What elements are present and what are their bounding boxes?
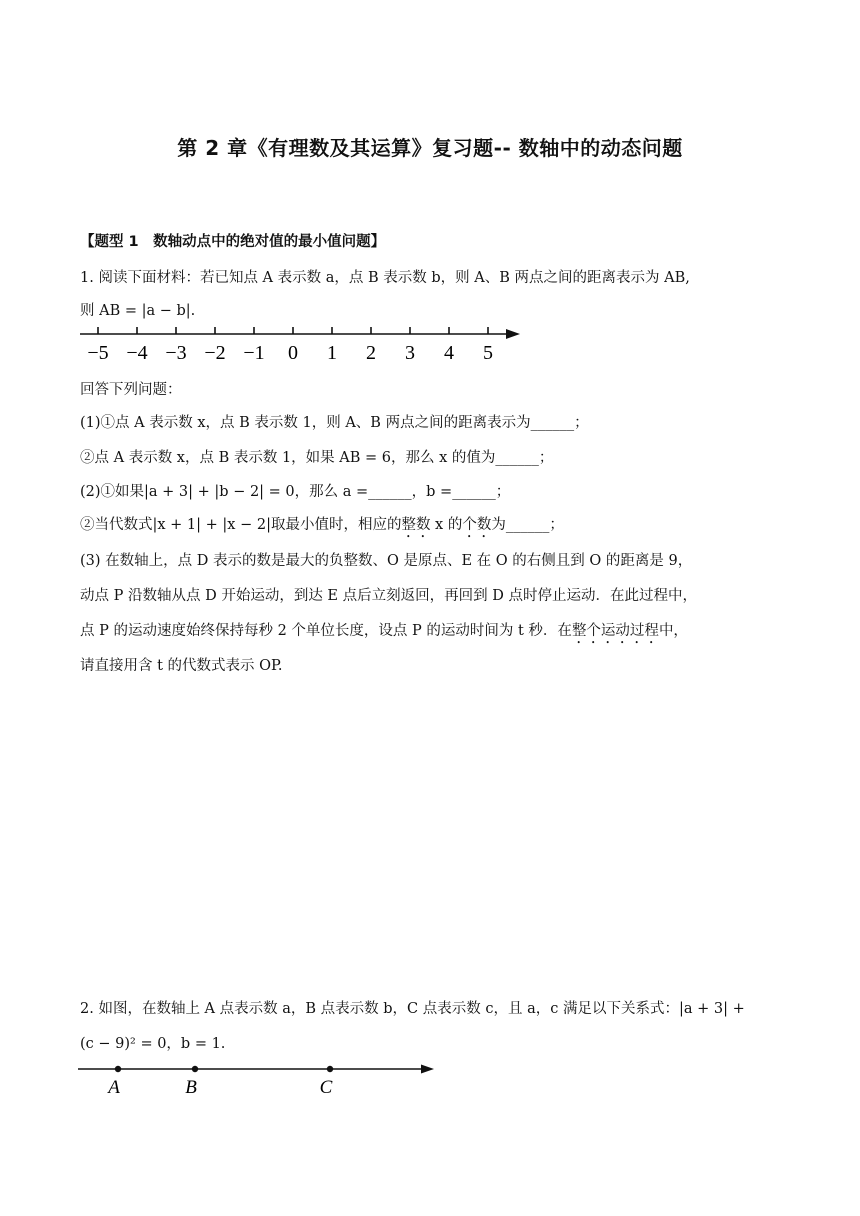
- q1-part2b: [80, 515, 780, 541]
- axis-tick-label: −5: [87, 342, 109, 364]
- point-c-label: C: [319, 1077, 333, 1098]
- q1-part2b-emphasis-integer: 整数: [401, 517, 431, 533]
- axis-arrow-icon: [421, 1065, 434, 1074]
- q1-part1b: ②点 A 表示数 x，点 B 表示数 1，如果 AB = 6，那么 x 的值为______；: [80, 450, 554, 466]
- axis-tick-label: 0: [288, 342, 298, 364]
- q2-line2: (c − 9)² = 0，b = 1.: [80, 1036, 226, 1052]
- q1-part3-line3-text: 点 P 的运动速度始终保持每秒 2 个单位长度，设点 P 的运动时间为 t 秒．在: [80, 623, 572, 639]
- axis-tick-label: 2: [366, 342, 376, 364]
- axis-arrow-icon: [506, 329, 520, 339]
- q1-number-line: [70, 324, 530, 366]
- q1-part3-emphasis: 整个运动过程: [571, 623, 659, 639]
- q1-part3-line4: 请直接用含 t 的代数式表示 OP.: [80, 658, 283, 674]
- q1-part2a: (2)①如果|a + 3| + |b − 2| = 0，那么 a =______，b =______；: [80, 484, 511, 500]
- q1-part3-line3-end: 中，: [658, 623, 688, 639]
- axis-tick-label: −3: [165, 342, 187, 364]
- point-c-dot: [327, 1066, 333, 1072]
- q1-part2b-text: ②当代数式|x + 1| + |x − 2|取最小值时，相应的: [80, 517, 402, 533]
- point-a-dot: [115, 1066, 121, 1072]
- q1-part2b-text-mid: x 的: [430, 517, 463, 533]
- point-b-label: B: [185, 1077, 197, 1098]
- q1-intro-line1: 1. 阅读下面材料：若已知点 A 表示数 a，点 B 表示数 b，则 A、B 两点之间的距离表示为 AB,: [80, 270, 690, 286]
- q2-line1: 2. 如图，在数轴上 A 点表示数 a，B 点表示数 b，C 点表示数 c，且 a，c 满足以下关系式：|a + 3| +: [80, 1001, 745, 1017]
- point-a-label: A: [108, 1077, 120, 1098]
- q1-part2b-text-end: 为______；: [491, 517, 564, 533]
- q1-part1a: (1)①点 A 表示数 x，点 B 表示数 1，则 A、B 两点之间的距离表示为______；: [80, 415, 589, 431]
- section-heading: 【题型 1 数轴动点中的绝对值的最小值问题】: [80, 234, 386, 250]
- q1-part3-line3: [80, 621, 780, 647]
- axis-tick-label: −2: [204, 342, 226, 364]
- q1-part3-line1: (3) 在数轴上，点 D 表示的数是最大的负整数、O 是原点、E 在 O 的右侧且到 O 的距离是 9，: [80, 553, 693, 569]
- axis-tick-label: 5: [483, 342, 493, 364]
- q2-number-line: [70, 1055, 440, 1101]
- axis-tick-label: 3: [405, 342, 415, 364]
- q1-part3-line2: 动点 P 沿数轴从点 D 开始运动，到达 E 点后立刻返回，再回到 D 点时停止运动．在此过程中，: [80, 588, 697, 604]
- q1-answer-prompt: 回答下列问题：: [80, 382, 182, 398]
- point-b-dot: [192, 1066, 198, 1072]
- axis-tick-label: −4: [126, 342, 148, 364]
- axis-tick-label: −1: [243, 342, 265, 364]
- page-title: 第 2 章《有理数及其运算》复习题-- 数轴中的动态问题: [177, 136, 683, 160]
- axis-tick-label: 1: [327, 342, 337, 364]
- q1-intro-line2: 则 AB = |a − b|.: [80, 303, 196, 319]
- q1-part2b-emphasis-count: 个数: [462, 517, 492, 533]
- axis-tick-label: 4: [444, 342, 454, 364]
